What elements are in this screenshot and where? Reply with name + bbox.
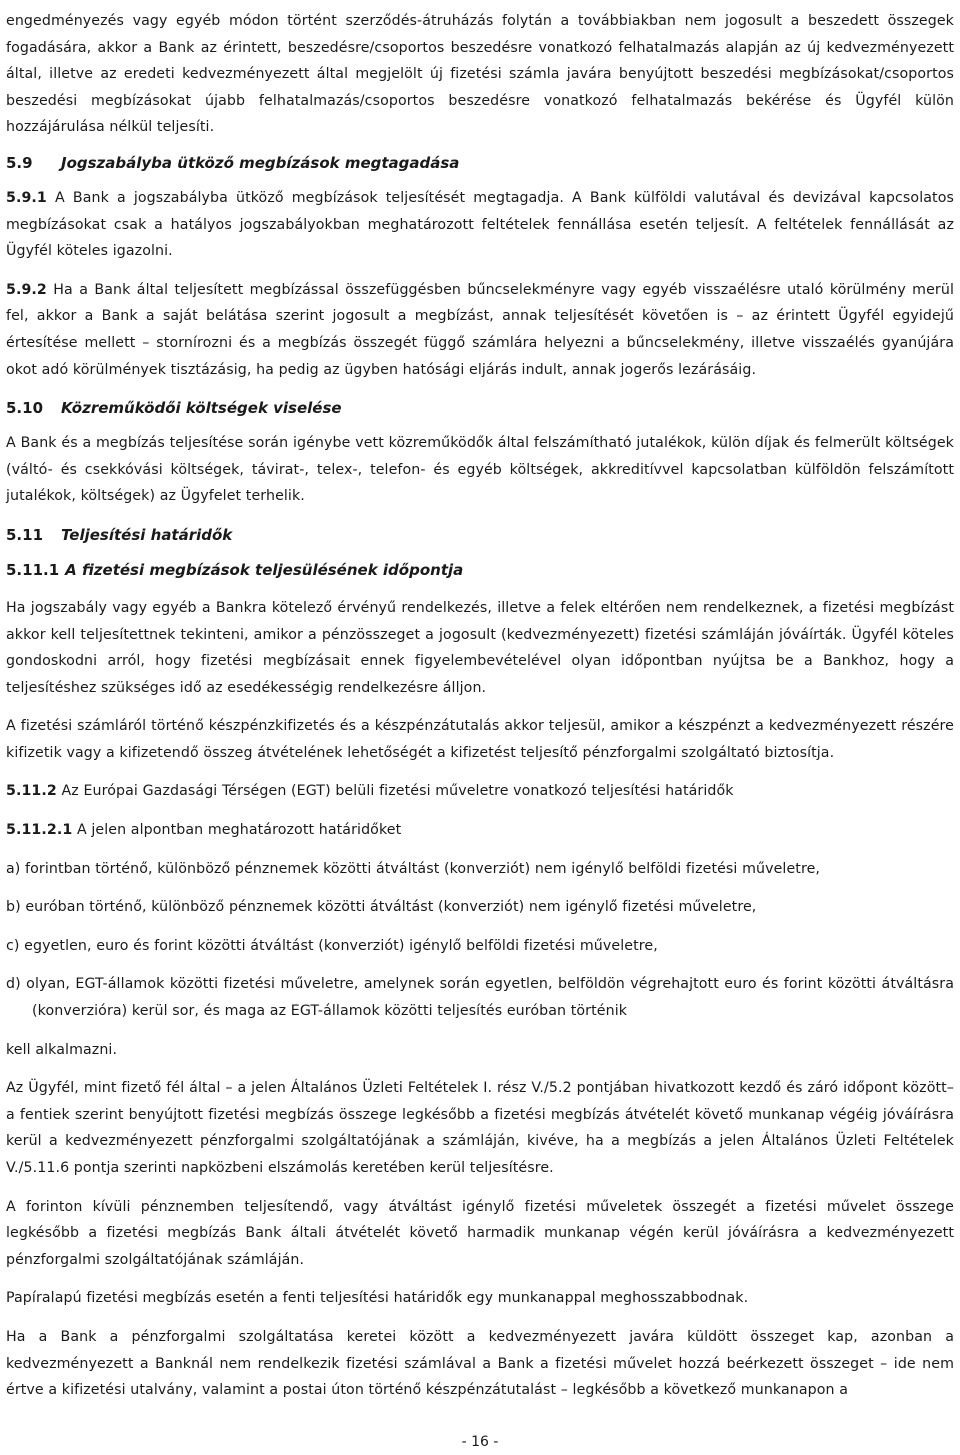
- paragraph-papir: Papíralapú fizetési megbízás esetén a fenti teljesítési határidők egy munkanappal meghosszabbodnak.: [6, 1290, 749, 1307]
- paragraph-number: 5.9.2: [6, 281, 47, 298]
- section-number: 5.11.1: [6, 560, 60, 579]
- paragraph-number: 5.11.2.1: [6, 822, 73, 839]
- paragraph-5-11-1-a: Ha jogszabály vagy egyéb a Bankra kötelező érvényű rendelkezés, illetve a felek eltérően nem rendelkeznek, a fizetési megbízást akkor kell teljesítettnek tekinteni, amikor a pénzösszeget a jogosult (kedvezményezett) fizetési számláján jóváírták. Ügyfél köteles gondoskodni arról, hogy fizetési megbízásait ennek figyelembevételével olyan időpontban nyújtsa be a Bankhoz, hogy a teljesítéshez szükséges idő az esedékességig rendelkezésre álljon.: [6, 599, 954, 696]
- section-title: Közreműködői költségek viselése: [61, 399, 342, 418]
- section-title: A fizetési megbízások teljesülésének időpontja: [65, 560, 464, 579]
- paragraph-text: A Bank a jogszabályba ütköző megbízások teljesítését megtagadja. A Bank külföldi valutával és devizával kapcsolatos megbízásokat csak a hatályos jogszabályokban meghatározott feltételek fennállása esetén teljesít. A feltételek fennállását az Ügyfél köteles igazolni.: [6, 189, 954, 260]
- paragraph-number: 5.9.1: [6, 189, 47, 206]
- paragraph-text: Az Európai Gazdasági Térségen (EGT) belüli fizetési műveletre vonatkozó teljesítési határidők: [61, 783, 734, 800]
- intro-paragraph: engedményezés vagy egyéb módon történt szerződés-átruházás folytán a továbbiakban nem jogosult a beszedett összegek fogadására, akkor a Bank az érintett, beszedésre/csoportos beszedésre vonatkozó felhatalmazás alapján az új kedvezményezett által, illetve az eredeti kedvezményezett által megjelölt új fizetési számla javára benyújtott beszedési megbízásokat/csoportos beszedési megbízásokat újabb felhatalmazás/csoportos beszedésre vonatkozó felhatalmazás bekérése és Ügyfél külön hozzájárulása nélkül teljesíti.: [6, 13, 954, 136]
- page-number: - 16 -: [461, 1434, 499, 1450]
- list-item-a: a) forintban történő, különböző pénznemek közötti átváltást (konverziót) nem igénylő belföldi fizetési műveletre,: [6, 860, 821, 877]
- paragraph-text: Ha a Bank által teljesített megbízással összefüggésben bűncselekményre vagy egyéb visszaélésre utaló körülmény merül fel, akkor a Bank a saját belátása szerint jogosult a megbízást, annak teljesítését követően is – az érintett Ügyfél egyidejű értesítése mellett – stornírozni és a megbízás összegét függő számlára helyezni a bűncselekmény, illetve visszaélés gyanújára okot adó körülmények tisztázásig, ha pedig az ügyben hatósági eljárás indult, annak jogerős lezárásáig.: [6, 281, 954, 378]
- paragraph-forinton: A forinton kívüli pénznemben teljesítendő, vagy átváltást igénylő fizetési műveletek összegét a fizetési művelet összege legkésőbb a fizetési megbízás Bank általi átvételét követő harmadik munkanap végén kerül jóváírásra a kedvezményezett pénzforgalmi szolgáltatójának számláján.: [6, 1198, 954, 1268]
- section-heading-5-9: [6, 150, 954, 176]
- list-item-d: d) olyan, EGT-államok közötti fizetési műveletre, amelynek során egyetlen, belföldön végrehajtott euro és forint közötti átváltásra (konverzióra) kerül sor, és maga az EGT-államok közötti teljesítés euróban történik: [6, 976, 954, 1020]
- section-heading-5-11: [6, 522, 954, 548]
- paragraph-ha-bank: Ha a Bank a pénzforgalmi szolgáltatása keretei között a kedvezményezett javára küldött összeget kap, azonban a kedvezményezett a Banknál nem rendelkezik fizetési számlával a Bank a fizetési művelet hozzá beérkezett összeget – ide nem értve a kifizetési utalvány, valamint a postai úton történő készpénzátutalást – legkésőbb a következő munkanapon a: [6, 1328, 954, 1399]
- paragraph-5-9-2: [6, 277, 954, 383]
- section-heading-5-10: [6, 395, 954, 421]
- section-number: 5.11: [6, 525, 44, 544]
- paragraph-5-10: A Bank és a megbízás teljesítése során igénybe vett közreműködők által felszámítható jutalékok, külön díjak és felmerült költségek (váltó- és csekkóvási költségek, távirat-, telex-, telefon- és egyéb költségek, akkreditívvel kapcsolatban külföldön felszámított jutalékok, költségek) az Ügyfelet terhelik.: [6, 435, 954, 505]
- paragraph-text: A jelen alpontban meghatározott határidőket: [76, 822, 402, 839]
- paragraph-ugyfel: Az Ügyfél, mint fizető fél által – a jelen Általános Üzleti Feltételek I. rész V./5.2 pontjában hivatkozott kezdő és záró időpont között– a fentiek szerint benyújtott fizetési megbízás összege legkésőbb a fizetési megbízás átvételét követő munkanap végéig jóváírásra kerül a kedvezményezett pénzforgalmi szolgáltatójának a számláján, kivéve, ha a megbízás a jelen Általános Üzleti Feltételek V./5.11.6 pontja szerinti napközbeni elszámolás keretében kerül teljesítésre.: [6, 1080, 954, 1176]
- section-title: Teljesítési határidők: [61, 525, 233, 544]
- paragraph-5-11-1-b: A fizetési számláról történő készpénzkifizetés és a készpénzátutalás akkor teljesül, amikor a készpénzt a kedvezményezett részére kifizetik vagy a kifizetendő összeg átvételének lehetőségét a kifizetést teljesítő pénzforgalmi szolgáltató biztosítja.: [6, 718, 954, 761]
- list-item-c: c) egyetlen, euro és forint közötti átváltást (konverziót) igénylő belföldi fizetési műveletre,: [6, 937, 658, 954]
- section-number: 5.9: [6, 153, 33, 172]
- paragraph-kell: kell alkalmazni.: [6, 1041, 118, 1058]
- paragraph-5-9-1: [6, 185, 954, 265]
- section-title: Jogszabályba ütköző megbízások megtagadása: [61, 153, 460, 172]
- paragraph-5-11-2: [6, 778, 954, 805]
- paragraph-5-11-2-1: [6, 817, 954, 844]
- list-item-b: b) euróban történő, különböző pénznemek közötti átváltást (konverziót) nem igénylő fizetési műveletre,: [6, 899, 757, 916]
- section-heading-5-11-1: [6, 557, 954, 583]
- paragraph-number: 5.11.2: [6, 783, 57, 800]
- section-number: 5.10: [6, 399, 44, 418]
